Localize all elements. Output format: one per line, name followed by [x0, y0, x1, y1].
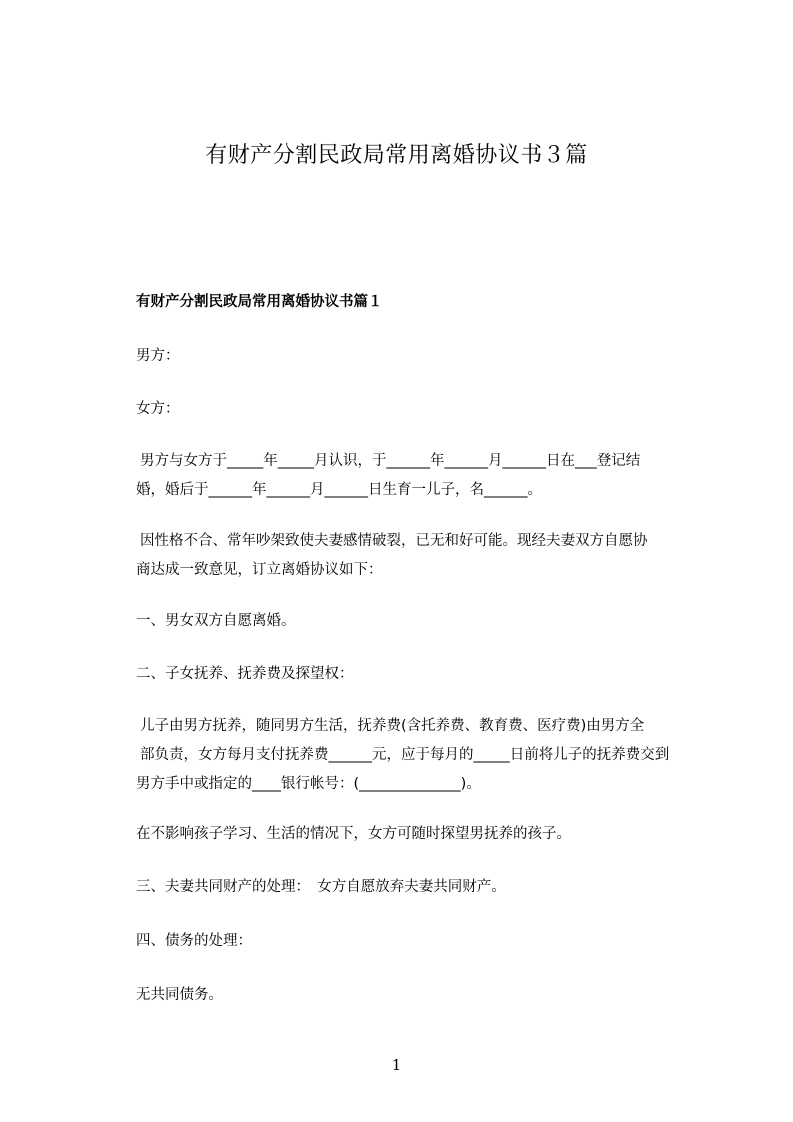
clause-1: 一、男女双方自愿离婚。 — [136, 613, 296, 629]
paragraph-clause-1 — [136, 607, 701, 636]
paragraph-no-debt — [136, 981, 701, 1010]
male-party-label: 男方： — [136, 348, 180, 364]
clause-3: 三、夫妻共同财产的处理： 女方自愿放弃夫妻共同财产。 — [136, 879, 506, 895]
clause-2: 二、子女抚养、抚养费及探望权： — [136, 666, 354, 682]
visitation-text: 在不影响孩子学习、生活的情况下，女方可随时探望男抚养的孩子。 — [136, 826, 571, 842]
document-title: 有财产分割民政局常用离婚协议书３篇 — [205, 143, 588, 168]
custody-line-2: 部负责，女方每月支付抚养费______元，应于每月的_____日前将儿子的抚养费交到 — [140, 747, 670, 763]
paragraph-clause-4 — [136, 927, 701, 956]
paragraph-clause-3 — [136, 873, 701, 902]
custody-line-1: 儿子由男方抚养，随同男方生活，抚养费(含托养费、教育费、医疗费)由男方全 — [140, 718, 645, 734]
meeting-line-2: 婚，婚后于______年______月______日生育一儿子，名______。 — [136, 482, 542, 498]
reason-line-1: 因性格不合、常年吵架致使夫妻感情破裂，已无和好可能。现经夫妻双方自愿协 — [140, 533, 648, 549]
section-heading: 有财产分割民政局常用离婚协议书篇１ — [136, 294, 383, 310]
female-party-label: 女方： — [136, 401, 180, 417]
paragraph-visitation — [136, 820, 701, 849]
paragraph-female-party — [136, 395, 701, 424]
paragraph-male-party — [136, 342, 701, 371]
paragraph-meeting — [136, 447, 701, 505]
meeting-line-1: 男方与女方于_____年_____月认识，于______年______月______日在___登记结 — [140, 453, 641, 469]
page-number: 1 — [391, 1056, 402, 1074]
custody-line-3: 男方手中或指定的____银行帐号：(______________)。 — [136, 776, 481, 792]
paragraph-clause-2 — [136, 660, 701, 689]
paragraph-reason — [136, 527, 701, 585]
clause-4: 四、债务的处理： — [136, 933, 252, 949]
reason-line-2: 商达成一致意见，订立离婚协议如下： — [136, 562, 383, 578]
paragraph-custody — [136, 712, 701, 799]
no-debt-text: 无共同债务。 — [136, 987, 223, 1003]
